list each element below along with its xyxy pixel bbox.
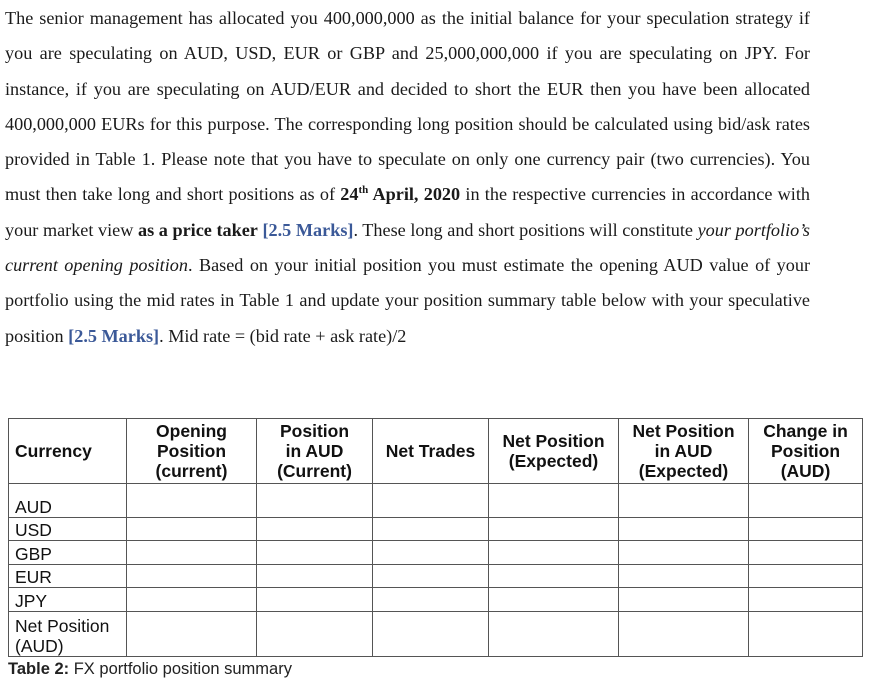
table-caption	[8, 660, 292, 679]
table-row	[9, 541, 863, 565]
row-label-net-position: Net Position (AUD)	[9, 612, 127, 657]
header-net-trades: Net Trades	[373, 419, 489, 484]
paragraph-text: . Based on your initial position you must estimate the opening AUD value of your portfolio using the mid rates in Table 1 and update your position summary table below with your speculative position	[5, 255, 810, 346]
table-cell	[489, 588, 619, 612]
table-cell	[489, 565, 619, 588]
table-cell	[749, 518, 863, 541]
table-cell	[257, 541, 373, 565]
table-cell	[749, 588, 863, 612]
table-cell	[619, 565, 749, 588]
header-net-position: Net Position (Expected)	[489, 419, 619, 484]
table-cell	[373, 565, 489, 588]
table-cell	[489, 518, 619, 541]
table-cell	[373, 612, 489, 657]
paragraph-text: The senior management has allocated you 400,000,000 as the initial balance for your speculation strategy if you are speculating on AUD, USD, EUR or GBP and 25,000,000,000 if you are speculating on JPY. For instance, if you are speculating on AUD/EUR and decided to short the EUR then you have been allocated 400,000,000 EURs for this purpose. The corresponding long position should be calculated using bid/ask rates provided in Table 1. Please note that you have to speculate on only one currency pair (two currencies). You must then take long and short positions as of	[5, 8, 810, 205]
date-day: 24	[340, 184, 359, 205]
header-change-in-position: Change in Position (AUD)	[749, 419, 863, 484]
table-cell	[619, 588, 749, 612]
caption-label: Table 2:	[8, 660, 70, 678]
table-cell	[127, 565, 257, 588]
marks-label: [2.5 Marks]	[262, 219, 354, 240]
table-header-row	[9, 419, 863, 484]
table-cell	[257, 588, 373, 612]
table-cell	[749, 612, 863, 657]
table-cell	[257, 484, 373, 518]
row-label-usd: USD	[9, 518, 127, 541]
row-label-aud: AUD	[9, 484, 127, 518]
table-cell	[127, 484, 257, 518]
table-row	[9, 484, 863, 518]
table-cell	[489, 484, 619, 518]
table-cell	[619, 612, 749, 657]
table-cell	[257, 612, 373, 657]
table-cell	[257, 565, 373, 588]
table-cell	[373, 518, 489, 541]
row-label-gbp: GBP	[9, 541, 127, 565]
table-row	[9, 565, 863, 588]
italic-phrase: your portfolio’s current opening position	[5, 219, 811, 276]
table-cell	[619, 541, 749, 565]
date-month-year: April, 2020	[368, 184, 461, 205]
table-cell	[749, 565, 863, 588]
table-cell	[127, 518, 257, 541]
marks-label: [2.5 Marks]	[68, 325, 160, 346]
table-cell	[619, 484, 749, 518]
table-cell	[749, 484, 863, 518]
paragraph-text: . Mid rate = (bid rate + ask rate)/2	[159, 325, 407, 346]
table-cell	[749, 541, 863, 565]
instructions-paragraph	[5, 0, 810, 354]
table-cell	[489, 612, 619, 657]
table-cell	[373, 588, 489, 612]
table-cell	[373, 541, 489, 565]
paragraph-text: . These long and short positions will constitute	[353, 219, 698, 240]
row-label-eur: EUR	[9, 565, 127, 588]
table-row	[9, 518, 863, 541]
table-cell	[257, 518, 373, 541]
price-taker-text: as a price taker	[138, 219, 258, 240]
row-label-jpy: JPY	[9, 588, 127, 612]
position-summary-table	[8, 418, 863, 657]
table-cell	[127, 612, 257, 657]
date-suffix: th	[358, 184, 369, 197]
table-cell	[373, 484, 489, 518]
table-cell	[127, 541, 257, 565]
table-cell	[619, 518, 749, 541]
date-text	[340, 184, 460, 204]
table-cell	[127, 588, 257, 612]
caption-text: FX portfolio position summary	[69, 660, 292, 678]
paragraph-text: in the respective currencies in accordance with your market view	[5, 184, 811, 240]
table-row-net-position	[9, 612, 863, 657]
header-net-position-aud: Net Position in AUD (Expected)	[619, 419, 749, 484]
header-position-aud: Position in AUD (Current)	[257, 419, 373, 484]
header-opening-position: Opening Position (current)	[127, 419, 257, 484]
header-currency: Currency	[9, 419, 127, 484]
table-row	[9, 588, 863, 612]
table-cell	[489, 541, 619, 565]
